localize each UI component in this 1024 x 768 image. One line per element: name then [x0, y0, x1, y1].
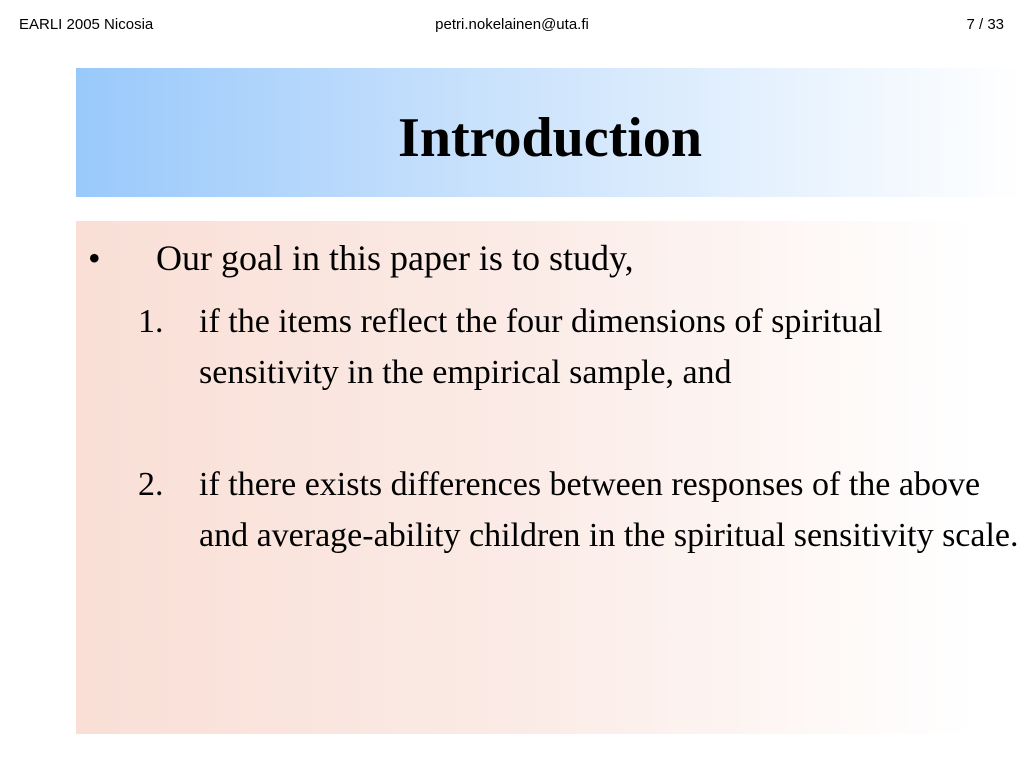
- list-item-number: 1.: [138, 303, 164, 340]
- slide-header: [0, 0, 1024, 50]
- slide-title: Introduction: [398, 107, 702, 169]
- page-number: 7 / 33: [966, 16, 1004, 33]
- conference-label: EARLI 2005 Nicosia: [19, 16, 154, 33]
- author-email: petri.nokelainen@uta.fi: [435, 16, 589, 33]
- list-item-number: 2.: [138, 466, 164, 503]
- bullet-marker: •: [88, 238, 101, 278]
- list-item-text: if there exists differences between responses of the above and average-ability children in the spiritual sensitivity scale.: [199, 466, 1019, 554]
- bullet-text: Our goal in this paper is to study,: [156, 238, 634, 278]
- list-item-text: if the items reflect the four dimensions of spiritual sensitivity in the empirical sample, and: [199, 303, 883, 391]
- title-banner: [76, 68, 1024, 197]
